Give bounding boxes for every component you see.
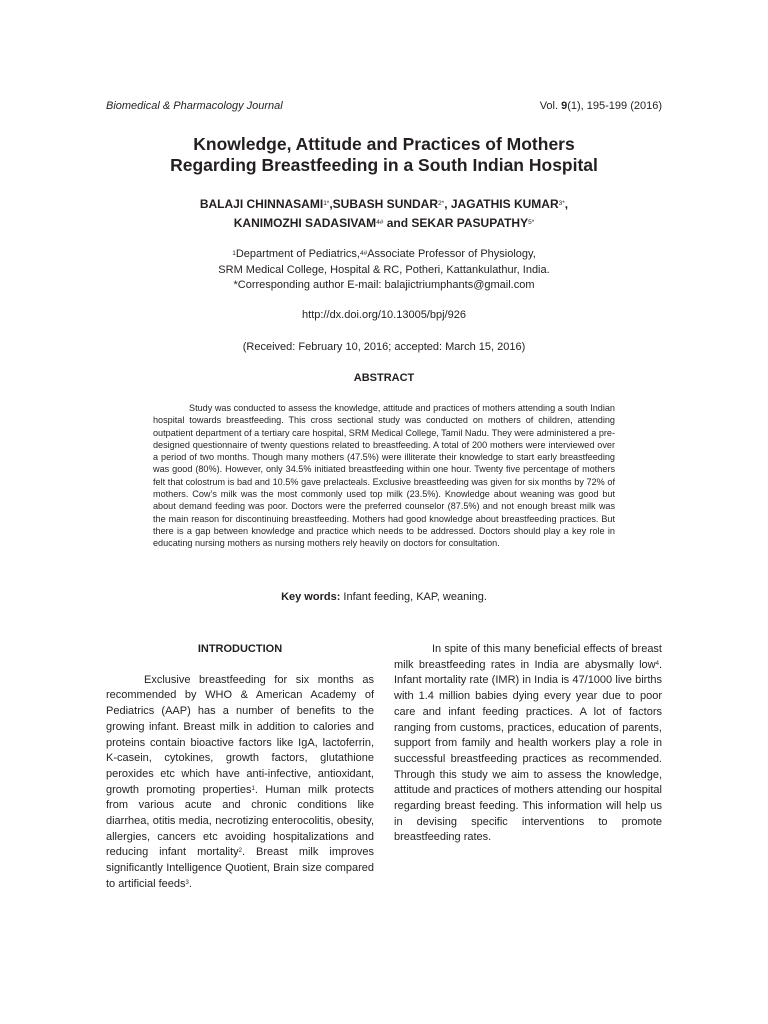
author-list: BALAJI $CHINNASAMI^{1*},SUBASH$ $SUNDAR^{2*}$, JAGATHIS $KUMAR^{3*}$, KANIMOZHI $SADASIVAM^{4\#}$ and SEKAR $PASUPATHY^{5*}$ [199, 197, 569, 230]
paper-title: Knowledge, Attitude and Practices of Mothers Regarding Breastfeeding in a South Indian Hospital [170, 134, 598, 175]
intro-heading: INTRODUCTION [197, 643, 283, 655]
abstract-heading: ABSTRACT [353, 372, 415, 384]
affiliation: $^1$Department of Pediatrics,$^{4\#}$Associate Professor of Physiology, SRM Medical College, Hospital & RC, Potheri, Kattankulathur, India. *Corresponding author E-mail: balajictriumphants@gmail.com [0, 247, 768, 294]
journal-name: Biomedical & Pharmacology Journal [106, 100, 283, 112]
intro-paragraph-1: Exclusive breastfeeding for six months as recommended by WHO & American Academy of Pediatrics (AAP) has a number of benefits to the growing infant. Breast milk in addition to calories and proteins contain bioactive factors like IgA, lactoferrin, K-casein, cytokines, growth factors, glutathione peroxides etc which have anti-infective, antioxidant, growth promoting properties$^1$. Human milk protects from various acute and chronic conditions like diarrhea, otitis media, necrotizing enterocolitis, obesity, allergies, cancers etc avoiding hospitalizations and reducing infant mortality$^2$. Breast milk improves significantly Intelligence Quotient, Brain size compared to artificial feeds$^3$. [106, 673, 374, 890]
keywords: Key words: Infant feeding, KAP, weaning. [281, 591, 487, 603]
volume-info: Vol. 9(1), 195-199 (2016) [539, 100, 662, 112]
corresponding-email: *Corresponding author E-mail: balajictriumphants@gmail.com [233, 279, 535, 292]
intro-right-column [394, 642, 662, 846]
abstract-text: Study was conducted to assess the knowledge, attitude and practices of mothers attending a south Indian hospital towards breastfeeding. This cross sectional study was conducted on mothers of children, attending outpatient department of a tertiary care hospital, SRM Medical College, Tamil Nadu. They were administered a pre-designed questionnaire of twenty questions related to breastfeeding. A total of 200 mothers were interviewed over a period of two months. Though many mothers (47.5%) were illiterate their knowledge to start early breastfeeding was good (80%). However, only 34.5% initiated breastfeeding within one hour. Twenty five percentage of mothers felt that colostrum is bad and 10.5% gave prelacteals. Exclusive breastfeeding was given for six months by 72% of mothers. Cow’s milk was the most commonly used top milk (23.5%). Knowledge about weaning was good but about demand feeding was poor. Doctors were the preferred counselor (87.5%) and not enough breast milk was the main reason for discontinuing breastfeeding. Mothers had good knowledge about breastfeeding practices. But there is a gap between knowledge and practice which needs to be addressed. Doctors should play a key role in educating nursing mothers as nursing mothers rely heavily on doctors for consultation. [153, 403, 615, 549]
intro-paragraph-2: In spite of this many beneficial effects of breast milk breastfeeding rates in India are abysmally low$^4$. Infant mortality rate (IMR) in India is 47/1000 live births with 1.4 million babies dying every year due to poor care and infant feeding practices. A lot of factors ranging from customs, practices, education of parents, support from family and health workers play a role in successful breastfeeding practices as recommended. Through this study we aim to assess the knowledge, attitude and practices of mothers attending our hospital regarding breast feeding. This information will help us in devising specific interventions to promote breastfeeding rates. [394, 643, 662, 844]
intro-left-column [106, 642, 374, 893]
received-dates: (Received: February 10, 2016; accepted: March 15, 2016) [242, 341, 526, 353]
doi-link[interactable]: http://dx.doi.org/10.13005/bpj/926 [302, 309, 466, 321]
